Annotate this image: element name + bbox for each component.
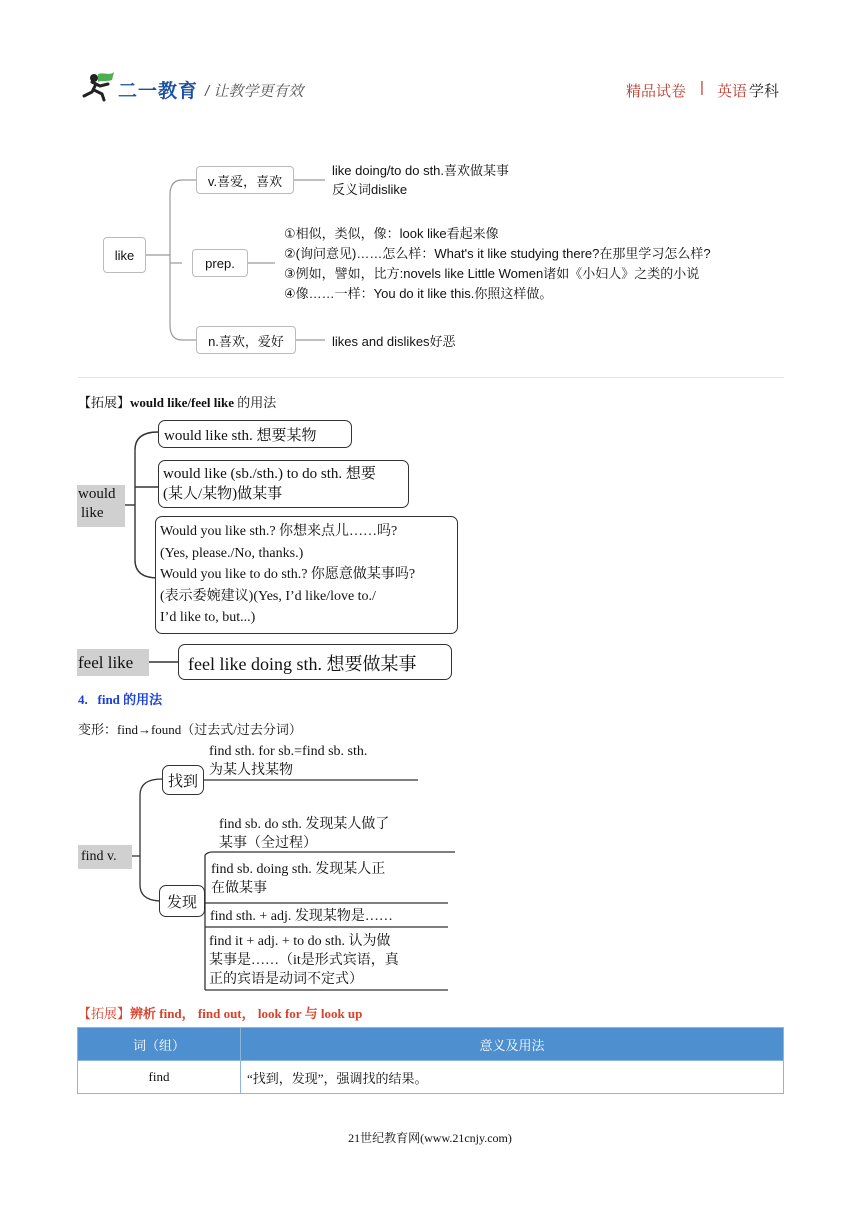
root-line: like [81,505,104,521]
verb-note: 反义词dislike [332,182,408,197]
verb-note: like doing/to do sth.喜欢做某事 [332,163,510,178]
find-forms: 变形：find→found（过去式/过去分词） [78,722,302,737]
table-header-cell: 意义及用法 [241,1028,784,1061]
item-line: find sb. doing sth. 发现某人正 [211,862,386,877]
compare-heading [78,1003,362,1022]
like-noun-node: n.喜欢，爱好 [196,326,296,354]
feel-like-root: feel like [77,649,149,676]
feel-like-box: feel like doing sth. 想要做某事 [178,644,452,680]
find-item-1 [219,815,389,853]
slogan: / 让教学更有效 [205,83,304,100]
find-item-3: find sth. + adj. 发现某物是…… [210,909,393,924]
branch-line: find sth. for sb.=find sb. sth. [209,744,368,759]
find-item-2 [211,860,385,898]
like-noun-note: likes and dislikes好恶 [332,334,456,349]
compare-bracket: 【拓展】 [78,1006,131,1021]
prep-note: ①相似，类似，像：look like看起来像 [284,226,499,241]
logo-text: 二一教育 [118,81,199,102]
heading-rest: 的用法 [234,395,277,410]
like-prep-node: prep. [192,249,248,277]
header-right-3: 学科 [749,83,780,100]
prep-note: ②(询问意见)……怎么样：What's it like studying there?在那里学习怎么样? [284,246,711,261]
would-like-box-1: would like sth. 想要某物 [158,420,352,448]
find-branch-2: 发现 [159,885,205,917]
find-item-4 [209,932,399,989]
compare-text: 辨析 find， find out， look for 与 look up [130,1006,363,1021]
find-section-number: 4. [78,692,88,707]
prep-note: ④像……一样：You do it like this.你照这样做。 [284,286,553,301]
root-line: would [78,486,116,502]
box-line: Would you like to do sth.? 你愿意做某事吗? [160,567,416,582]
box-line: would like (sb./sth.) to do sth. 想要 [163,466,376,482]
compare-table [77,1027,784,1094]
like-verb-node: v.喜爱，喜欢 [196,166,294,194]
table-cell-word: find [78,1061,241,1094]
find-branch-1: 找到 [162,765,204,795]
table-cell-meaning: “找到，发现”，强调找的结果。 [241,1061,784,1094]
page-footer: 21世纪教育网(www.21cnjy.com) [348,1131,512,1145]
box-line: (表示委婉建议)(Yes, I’d like/love to./ [160,588,376,604]
header-right-2: 英语 [717,83,748,100]
item-line: 正的宾语是动词不定式） [209,972,363,987]
box-line: (Yes, please./No, thanks.) [160,545,304,561]
find-section-title: find 的用法 [97,692,163,707]
branch-line: 为某人找某物 [209,763,293,778]
like-root-node: like [103,237,146,273]
heading-bold: would like/feel like [130,395,235,410]
box-line: I’d like to, but...) [160,610,256,625]
item-line: 在做某事 [211,881,267,896]
item-line: find sb. do sth. 发现某人做了 [219,817,390,832]
item-line: 某事是……（it是形式宾语，真 [209,953,399,968]
table-header-row [78,1028,784,1061]
table-header-cell: 词（组） [78,1028,241,1061]
item-line: find it + adj. + to do sth. 认为做 [209,934,391,949]
header-right-1: 精品试卷 [626,83,687,100]
box-line: (某人/某物)做某事 [163,486,283,502]
header-divider: | [700,79,704,96]
box-line: Would you like sth.? 你想来点儿……吗? [160,524,398,539]
prep-note: ③例如，譬如，比方:novels like Little Women诸如《小妇人》之类的小说 [284,266,700,281]
heading-bracket: 【拓展】 [78,395,131,410]
find-root [78,845,132,869]
find-root-label: find v. [81,849,117,864]
find-branch-1-text [209,742,367,780]
item-line: 某事（全过程） [219,836,317,851]
table-row [78,1061,784,1094]
